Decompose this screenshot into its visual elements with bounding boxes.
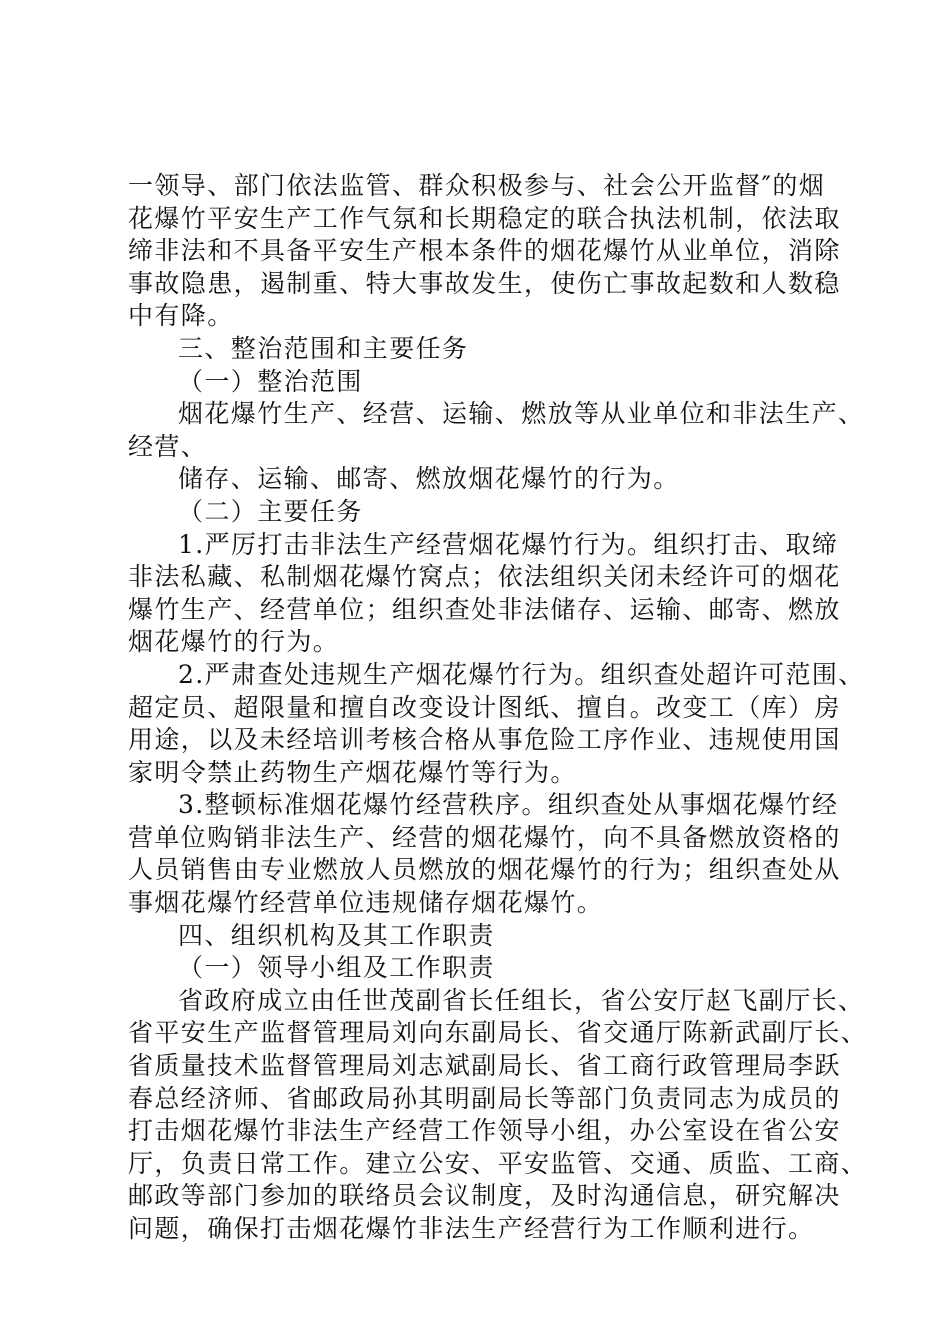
- text-line: 人员销售由专业燃放人员燃放的烟花爆竹的行为；组织查处从: [128, 855, 841, 885]
- subsection-heading: （一）整治范围: [178, 366, 363, 396]
- text-line: 事故隐患，遏制重、特大事故发生，使伤亡事故起数和人数稳: [128, 268, 841, 298]
- text-line: 用途，以及未经培训考核合格从事危险工序作业、违规使用国: [128, 725, 841, 755]
- text-line: 烟花爆竹生产、经营、运输、燃放等从业单位和非法生产、: [178, 399, 865, 429]
- text-line: 1.严厉打击非法生产经营烟花爆竹行为。组织打击、取缔: [178, 529, 839, 559]
- text-line: 中有降。: [128, 301, 234, 331]
- text-line: 一领导、部门依法监管、群众积极参与、社会公开监督″的烟: [128, 171, 826, 200]
- text-line: 家明令禁止药物生产烟花爆竹等行为。: [128, 757, 577, 787]
- text-line: 春总经济师、省邮政局孙其明副局长等部门负责同志为成员的: [128, 1083, 841, 1113]
- text-line: 爆竹生产、经营单位；组织查处非法储存、运输、邮寄、燃放: [128, 594, 841, 624]
- subsection-heading: （一）领导小组及工作职责: [178, 953, 495, 983]
- text-line: 超定员、超限量和擅自改变设计图纸、擅自。改变工（库）房: [128, 692, 841, 722]
- text-line: 营单位购销非法生产、经营的烟花爆竹，向不具备燃放资格的: [128, 822, 841, 852]
- text-line: 厅，负责日常工作。建立公安、平安监管、交通、质监、工商、: [128, 1148, 868, 1178]
- text-line: 经营、: [128, 431, 208, 461]
- text-line: 省平安生产监督管理局刘向东副局长、省交通厅陈新武副厅长、: [128, 1018, 868, 1048]
- text-line: 3.整顿标准烟花爆竹经营秩序。组织查处从事烟花爆竹经: [178, 790, 839, 820]
- text-line: 花爆竹平安生产工作气氛和长期稳定的联合执法机制，依法取: [128, 203, 841, 233]
- text-line: 打击烟花爆竹非法生产经营工作领导小组，办公室设在省公安: [128, 1116, 841, 1146]
- text-line: 储存、运输、邮寄、燃放烟花爆竹的行为。: [178, 464, 680, 494]
- text-line: 缔非法和不具备平安生产根本条件的烟花爆竹从业单位，消除: [128, 236, 841, 266]
- text-line: 事烟花爆竹经营单位违规储存烟花爆竹。: [128, 888, 604, 918]
- section-heading: 四、组织机构及其工作职责: [178, 920, 495, 950]
- text-line: 问题，确保打击烟花爆竹非法生产经营行为工作顺利进行。: [128, 1214, 815, 1243]
- subsection-heading: （二）主要任务: [178, 496, 363, 526]
- text-line: 非法私藏、私制烟花爆竹窝点；依法组织关闭未经许可的烟花: [128, 562, 841, 592]
- text-line: 烟花爆竹的行为。: [128, 627, 340, 657]
- document-body: [128, 170, 868, 1246]
- text-line: 2.严肃查处违规生产烟花爆竹行为。组织查处超许可范围、: [178, 659, 865, 689]
- section-heading: 三、整治范围和主要任务: [178, 333, 469, 363]
- text-line: 省政府成立由任世茂副省长任组长，省公安厅赵飞副厅长、: [178, 985, 865, 1015]
- text-line: 邮政等部门参加的联络员会议制度，及时沟通信息，研究解决: [128, 1181, 841, 1211]
- text-line: 省质量技术监督管理局刘志斌副局长、省工商行政管理局李跃: [128, 1051, 841, 1081]
